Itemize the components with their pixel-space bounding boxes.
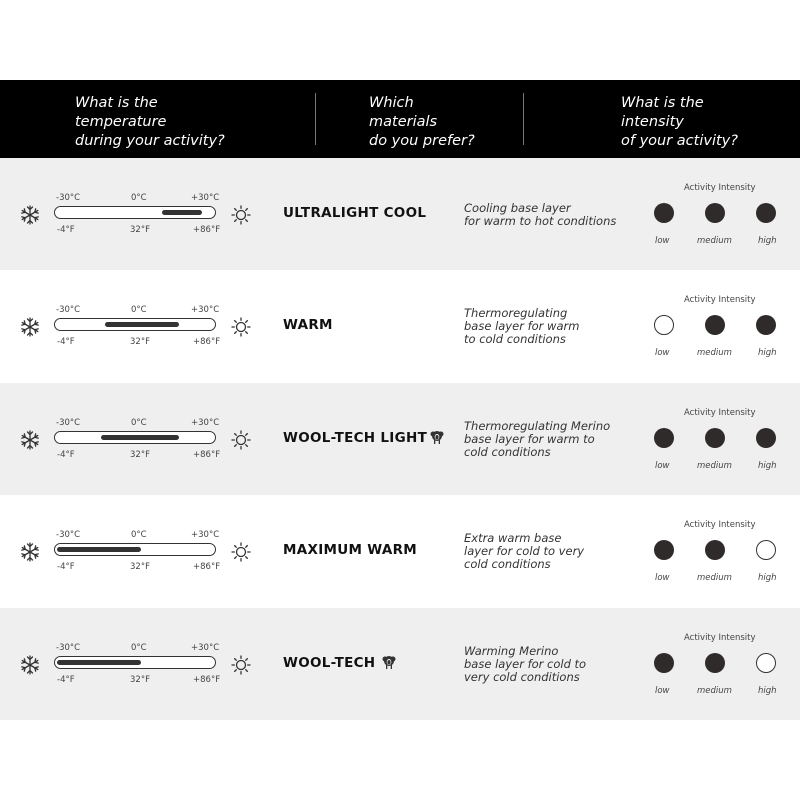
temperature-range-fill	[105, 322, 179, 327]
product-description	[464, 420, 610, 459]
activity-intensity-title: Activity Intensity	[684, 633, 756, 643]
snowflake-icon	[19, 654, 41, 676]
product-description	[464, 307, 579, 346]
sheep-icon	[429, 429, 445, 445]
celsius-tick-label: 0°C	[131, 418, 147, 428]
fahrenheit-tick-label: 32°F	[130, 562, 150, 572]
temperature-range-track	[54, 543, 216, 556]
intensity-level-label: low	[655, 236, 670, 246]
intensity-level-label: medium	[697, 461, 732, 471]
header-divider	[523, 93, 524, 145]
intensity-level-label: medium	[697, 236, 732, 246]
temperature-range-track	[54, 431, 216, 444]
intensity-medium-dot	[705, 540, 725, 560]
header-temperature-line: What is the	[75, 95, 158, 111]
intensity-medium-dot	[705, 203, 725, 223]
intensity-low-dot	[654, 428, 674, 448]
description-line: Thermoregulating Merino	[464, 419, 611, 433]
product-name: WARM	[283, 317, 333, 333]
fahrenheit-tick-label: -4°F	[57, 225, 75, 235]
intensity-level-label: medium	[697, 348, 732, 358]
intensity-high-dot	[756, 653, 776, 673]
description-line: very cold conditions	[464, 670, 580, 684]
celsius-tick-label: -30°C	[56, 418, 81, 428]
product-row	[0, 495, 800, 607]
intensity-high-dot	[756, 315, 776, 335]
fahrenheit-tick-label: 32°F	[130, 450, 150, 460]
celsius-tick-label: 0°C	[131, 305, 147, 315]
header-intensity-line: What is the	[621, 95, 704, 111]
intensity-level-label: low	[655, 573, 670, 583]
intensity-low-dot	[654, 203, 674, 223]
product-row	[0, 608, 800, 720]
product-description	[464, 202, 616, 228]
celsius-tick-label: -30°C	[56, 643, 81, 653]
header-intensity-line: of your activity?	[621, 133, 738, 149]
intensity-low-dot	[654, 540, 674, 560]
celsius-tick-label: -30°C	[56, 193, 81, 203]
intensity-level-label: low	[655, 348, 670, 358]
intensity-medium-dot	[705, 428, 725, 448]
intensity-medium-dot	[705, 653, 725, 673]
intensity-level-label: high	[758, 236, 777, 246]
celsius-tick-label: 0°C	[131, 530, 147, 540]
product-row	[0, 383, 800, 495]
temperature-range-fill	[57, 547, 141, 552]
celsius-tick-label: -30°C	[56, 305, 81, 315]
fahrenheit-tick-label: +86°F	[193, 337, 221, 347]
header-materials-line: materials	[369, 114, 438, 130]
description-line: Cooling base layer	[464, 201, 571, 215]
description-line: base layer for cold to	[464, 657, 587, 671]
intensity-level-label: low	[655, 686, 670, 696]
intensity-low-dot	[654, 315, 674, 335]
intensity-level-label: low	[655, 461, 670, 471]
activity-intensity-title: Activity Intensity	[684, 408, 756, 418]
product-name: WOOL-TECH LIGHT	[283, 430, 428, 446]
temperature-range-track	[54, 318, 216, 331]
description-line: Warming Merino	[464, 644, 559, 658]
header-bar	[0, 80, 800, 158]
intensity-high-dot	[756, 540, 776, 560]
intensity-medium-dot	[705, 315, 725, 335]
activity-intensity-title: Activity Intensity	[684, 183, 756, 193]
intensity-level-label: high	[758, 686, 777, 696]
snowflake-icon	[19, 316, 41, 338]
snowflake-icon	[19, 429, 41, 451]
intensity-level-label: medium	[697, 573, 732, 583]
fahrenheit-tick-label: -4°F	[57, 450, 75, 460]
product-row	[0, 158, 800, 270]
header-materials-line: Which	[369, 95, 414, 111]
product-name: ULTRALIGHT COOL	[283, 205, 427, 221]
activity-intensity-title: Activity Intensity	[684, 295, 756, 305]
description-line: Thermoregulating	[464, 306, 568, 320]
description-line: layer for cold to very	[464, 544, 585, 558]
description-line: base layer for warm to	[464, 432, 595, 446]
sun-icon	[230, 541, 252, 563]
fahrenheit-tick-label: 32°F	[130, 337, 150, 347]
intensity-high-dot	[756, 428, 776, 448]
fahrenheit-tick-label: -4°F	[57, 562, 75, 572]
header-temperature-line: during your activity?	[75, 133, 225, 149]
celsius-tick-label: +30°C	[191, 643, 220, 653]
intensity-high-dot	[756, 203, 776, 223]
description-line: base layer for warm	[464, 319, 580, 333]
description-line: Extra warm base	[464, 531, 562, 545]
fahrenheit-tick-label: 32°F	[130, 675, 150, 685]
product-description	[464, 645, 586, 684]
celsius-tick-label: +30°C	[191, 305, 220, 315]
header-materials	[369, 94, 475, 151]
header-divider	[315, 93, 316, 145]
description-line: for warm to hot conditions	[464, 214, 617, 228]
temperature-range-fill	[101, 435, 179, 440]
intensity-level-label: medium	[697, 686, 732, 696]
sheep-icon	[381, 654, 397, 670]
description-line: cold conditions	[464, 557, 551, 571]
temperature-range-track	[54, 206, 216, 219]
temperature-range-fill	[57, 660, 141, 665]
snowflake-icon	[19, 204, 41, 226]
fahrenheit-tick-label: -4°F	[57, 675, 75, 685]
description-line: to cold conditions	[464, 332, 566, 346]
celsius-tick-label: +30°C	[191, 193, 220, 203]
header-intensity-line: intensity	[621, 114, 684, 130]
header-materials-line: do you prefer?	[369, 133, 475, 149]
intensity-level-label: high	[758, 348, 777, 358]
product-name: MAXIMUM WARM	[283, 542, 418, 558]
activity-intensity-title: Activity Intensity	[684, 520, 756, 530]
sun-icon	[230, 429, 252, 451]
sun-icon	[230, 654, 252, 676]
celsius-tick-label: -30°C	[56, 530, 81, 540]
celsius-tick-label: 0°C	[131, 193, 147, 203]
snowflake-icon	[19, 541, 41, 563]
intensity-level-label: high	[758, 461, 777, 471]
product-name: WOOL-TECH	[283, 655, 376, 671]
product-row	[0, 270, 800, 382]
fahrenheit-tick-label: 32°F	[130, 225, 150, 235]
fahrenheit-tick-label: +86°F	[193, 675, 221, 685]
temperature-range-fill	[162, 210, 202, 215]
fahrenheit-tick-label: +86°F	[193, 450, 221, 460]
description-line: cold conditions	[464, 445, 551, 459]
celsius-tick-label: 0°C	[131, 643, 147, 653]
sun-icon	[230, 316, 252, 338]
product-description	[464, 532, 584, 571]
fahrenheit-tick-label: +86°F	[193, 225, 221, 235]
header-intensity	[621, 94, 738, 151]
fahrenheit-tick-label: -4°F	[57, 337, 75, 347]
intensity-level-label: high	[758, 573, 777, 583]
header-temperature-line: temperature	[75, 114, 167, 130]
celsius-tick-label: +30°C	[191, 418, 220, 428]
header-temperature	[75, 94, 225, 151]
sun-icon	[230, 204, 252, 226]
celsius-tick-label: +30°C	[191, 530, 220, 540]
fahrenheit-tick-label: +86°F	[193, 562, 221, 572]
temperature-range-track	[54, 656, 216, 669]
intensity-low-dot	[654, 653, 674, 673]
